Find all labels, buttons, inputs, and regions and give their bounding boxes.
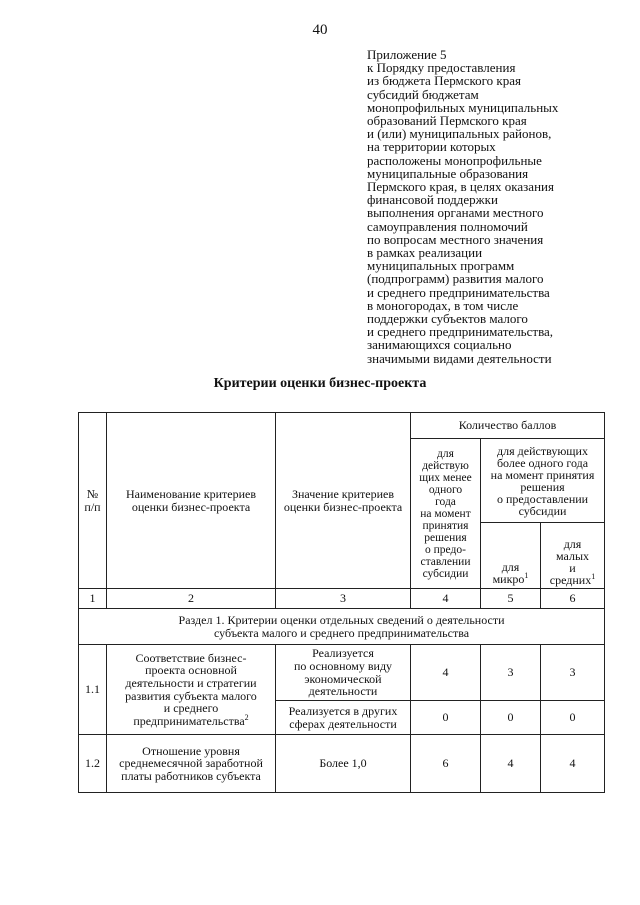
header-criteria-value: Значение критериев оценки бизнес-проекта — [276, 413, 411, 589]
header-criteria-name: Наименование критериев оценки бизнес-проекта — [107, 413, 276, 589]
col-number-2: 2 — [107, 589, 276, 609]
row-1-2-small: 4 — [541, 735, 605, 793]
header-micro-label: для микро — [492, 559, 525, 587]
col-number-1: 1 — [79, 589, 107, 609]
footnote-1-marker: 1 — [591, 572, 596, 581]
header-points-new: для действую щих менее одного года на момент принятия решения о предо- ставлении субсидии — [411, 439, 481, 589]
col-number-4: 4 — [411, 589, 481, 609]
row-1-1-main-micro: 3 — [481, 645, 541, 701]
criteria-table — [78, 412, 605, 793]
row-1-1-main-new: 4 — [411, 645, 481, 701]
row-1-1-other-small: 0 — [541, 701, 605, 735]
header-points: Количество баллов — [411, 413, 605, 439]
col-number-6: 6 — [541, 589, 605, 609]
header-small-medium — [541, 523, 605, 589]
row-1-1-main-small: 3 — [541, 645, 605, 701]
row-1-1-value-other: Реализуется в других сферах деятельности — [276, 701, 411, 735]
document-title: Критерии оценки бизнес-проекта — [213, 376, 427, 391]
row-1-1-value-main: Реализуется по основному виду экономической деятельности — [276, 645, 411, 701]
row-1-1-name-text: Соответствие бизнес- проекта основной деятельности и стратегии развития субъекта малого и среднего предпринимательства — [125, 650, 257, 728]
header-micro — [481, 523, 541, 589]
col-number-5: 5 — [481, 589, 541, 609]
row-1-2-value: Более 1,0 — [276, 735, 411, 793]
header-points-existing: для действующих более одного года на момент принятия решения о предоставлении субсидии — [481, 439, 605, 523]
col-number-3: 3 — [276, 589, 411, 609]
row-1-1-other-new: 0 — [411, 701, 481, 735]
row-1-2-new: 6 — [411, 735, 481, 793]
page-number: 40 — [312, 22, 328, 38]
section-1-heading: Раздел 1. Критерии оценки отдельных сведений о деятельности субъекта малого и среднего предпринимательства — [79, 609, 605, 645]
header-num: № п/п — [79, 413, 107, 589]
row-1-1-other-micro: 0 — [481, 701, 541, 735]
row-1-2-name: Отношение уровня среднемесячной заработной платы работников субъекта — [107, 735, 276, 793]
appendix-reference: Приложение 5 к Порядку предоставления из бюджета Пермского края субсидий бюджетам монопрофильных муниципальных образований Пермского края и (или) муниципальных районов, на территории которых расположены монопрофильные муниципальные образования Пермского края, в целях оказания финансовой поддержки выполнения органами местного самоуправления полномочий по вопросам местного значения в рамках реализации муниципальных программ (подпрограмм) развития малого и среднего предпринимательства в моногородах, в том числе поддержки субъектов малого и среднего предпринимательства, занимающихся социально значимыми видами деятельности — [367, 47, 559, 366]
row-1-2-micro: 4 — [481, 735, 541, 793]
row-1-1-num: 1.1 — [79, 645, 107, 735]
row-1-2-num: 1.2 — [79, 735, 107, 793]
header-small-medium-label: для малых и средних — [549, 537, 592, 587]
footnote-1-marker: 1 — [524, 571, 529, 581]
footnote-2-marker: 2 — [244, 712, 249, 722]
row-1-1-name — [107, 645, 276, 735]
